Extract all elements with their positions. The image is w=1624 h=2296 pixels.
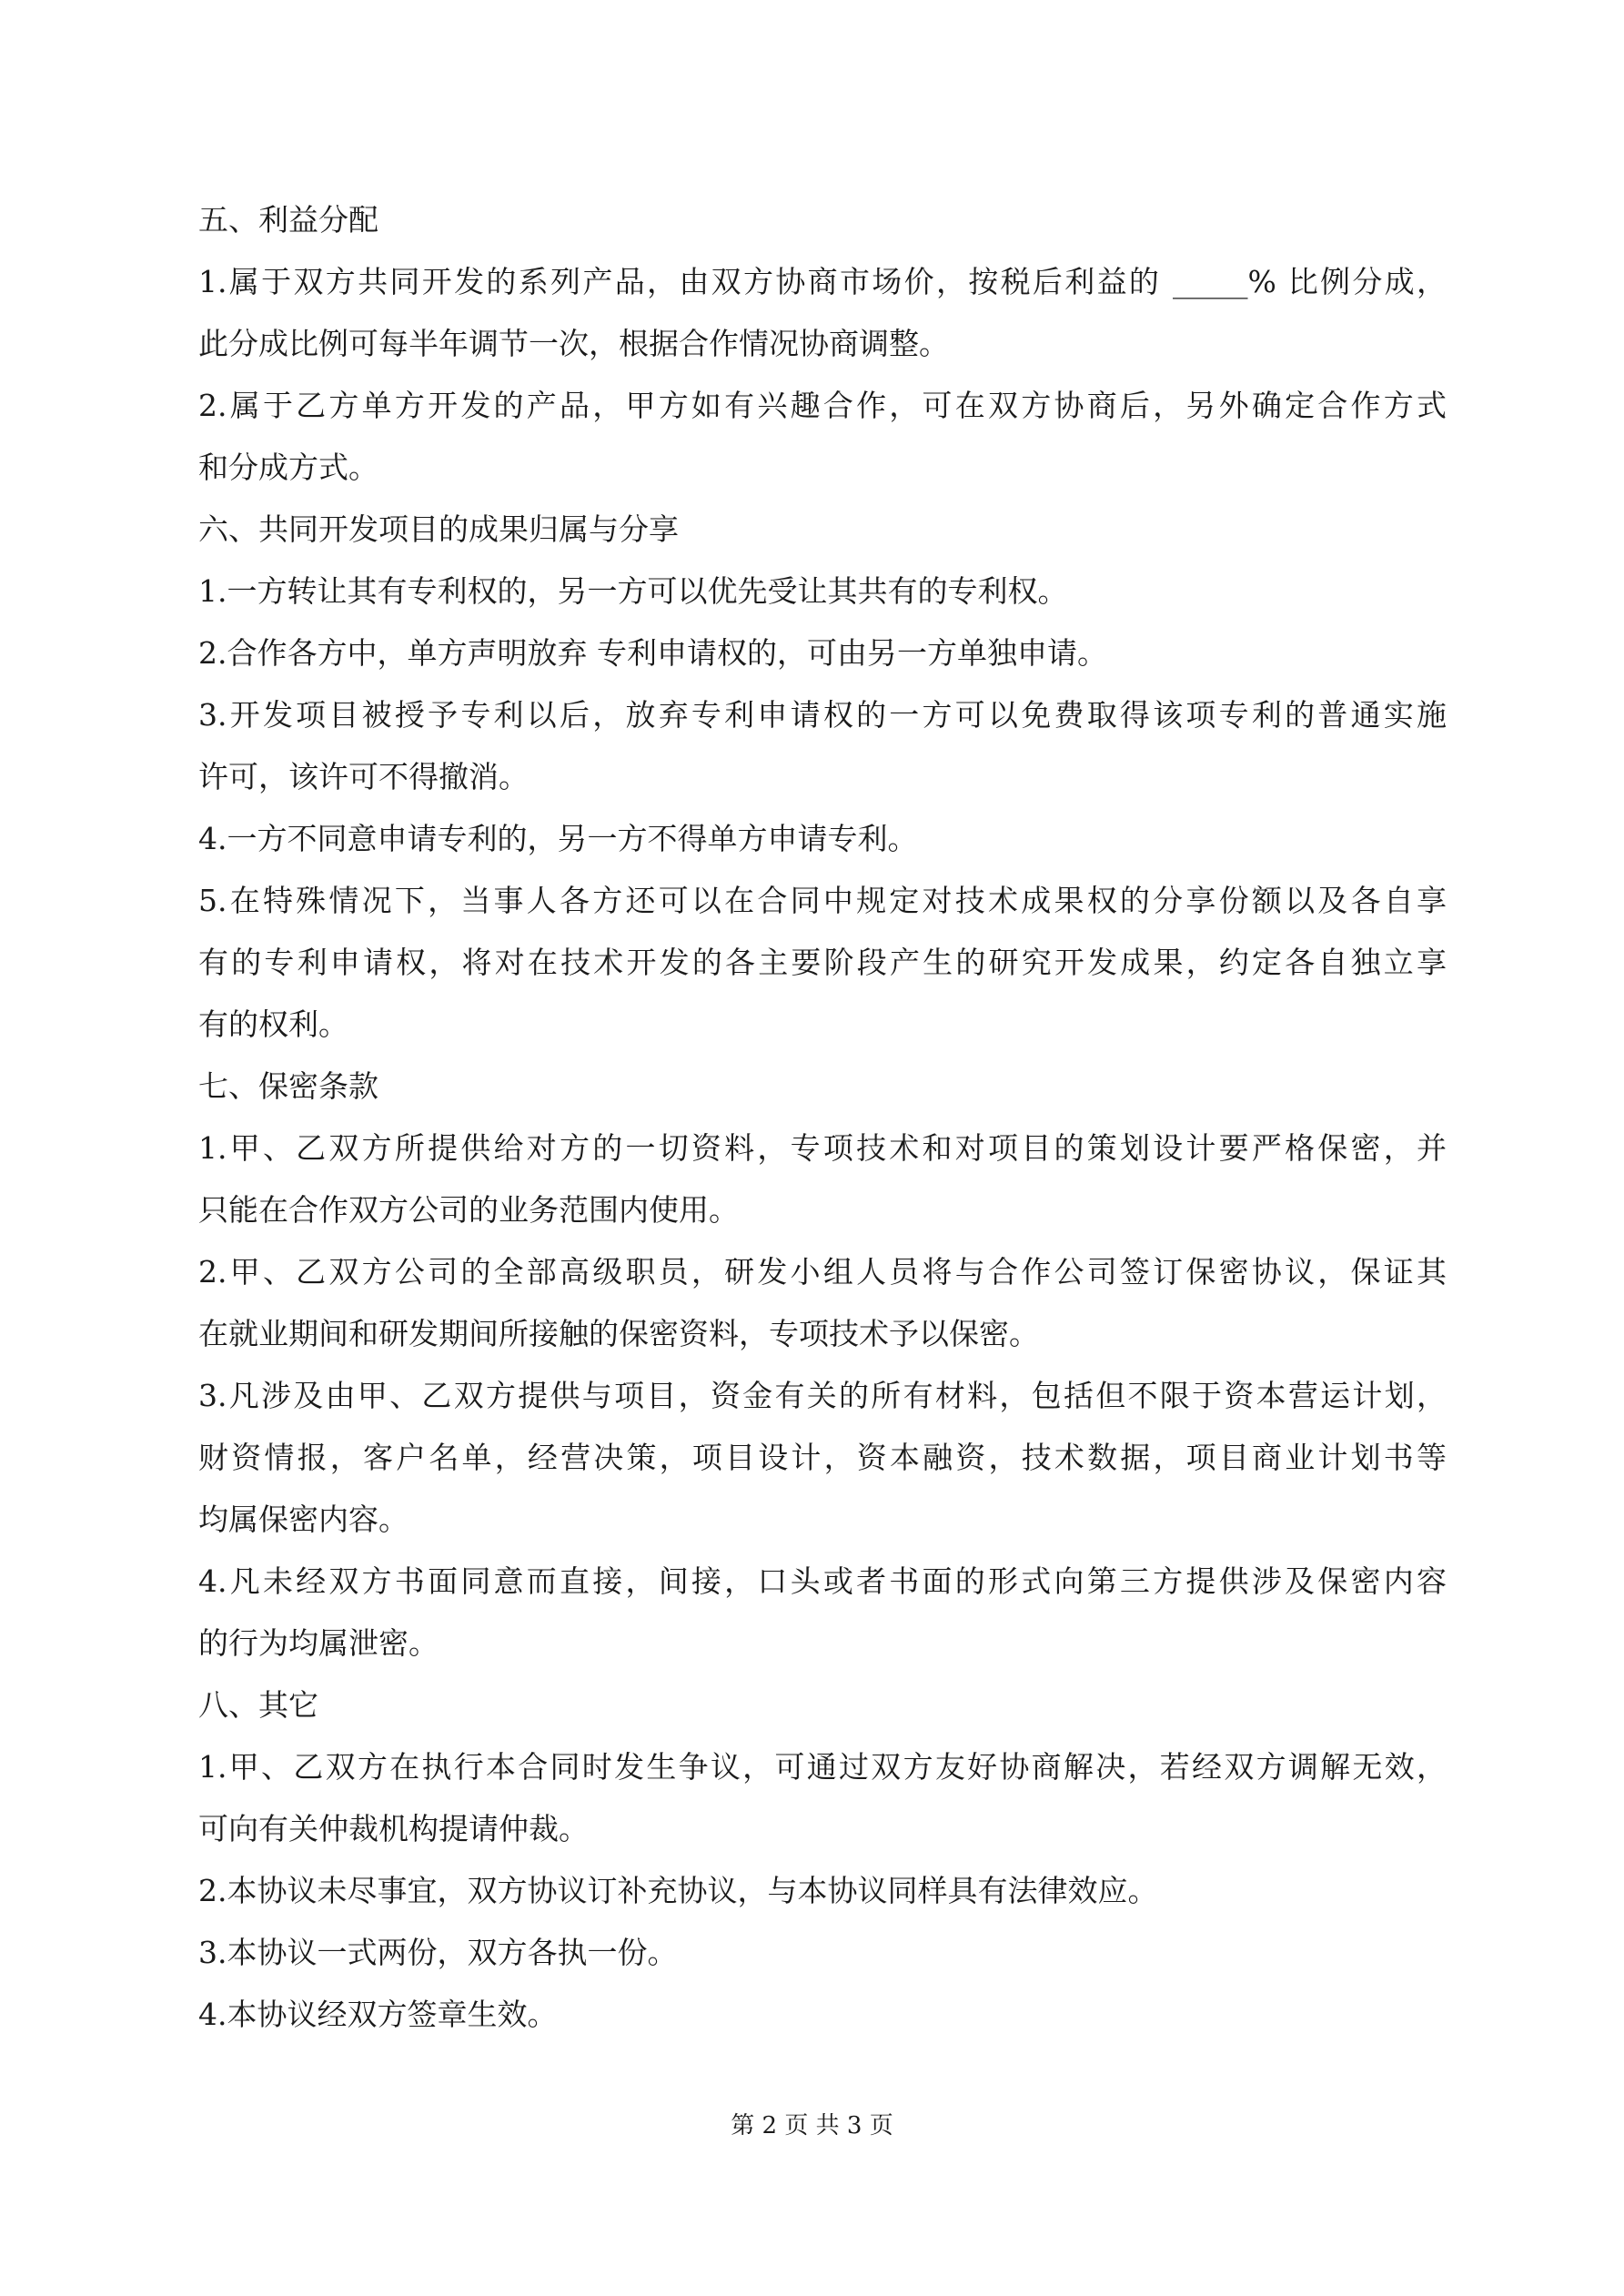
paragraph-line: 3.本协议一式两份，双方各执一份。: [198, 1935, 678, 1970]
paragraph-line: 此分成比例可每半年调节一次，根据合作情况协商调整。: [198, 326, 949, 361]
paragraph-line: 财资情报，客户名单，经营决策，项目设计，资本融资，技术数据，项目商业计划书等: [198, 1440, 1447, 1475]
paragraph-line: 只能在合作双方公司的业务范围内使用。: [198, 1192, 739, 1228]
paragraph-line: 1.属于双方共同开发的系列产品，由双方协商市场价，按税后利益的 _____% 比例分成，: [198, 264, 1447, 299]
paragraph-line: 1.甲、乙双方在执行本合同时发生争议，可通过双方友好协商解决，若经双方调解无效，: [198, 1749, 1447, 1785]
paragraph-line: 的行为均属泄密。: [198, 1625, 439, 1661]
paragraph-line: 4.一方不同意申请专利的，另一方不得单方申请专利。: [198, 821, 918, 856]
paragraph-line: 2.甲、乙双方公司的全部高级职员，研发小组人员将与合作公司签订保密协议，保证其: [198, 1254, 1447, 1290]
paragraph-line: 2.属于乙方单方开发的产品，甲方如有兴趣合作，可在双方协商后，另外确定合作方式: [198, 388, 1447, 423]
paragraph-line: 3.凡涉及由甲、乙双方提供与项目，资金有关的所有材料，包括但不限于资本营运计划，: [198, 1378, 1447, 1413]
section-heading: 五、利益分配: [198, 202, 378, 238]
paragraph-line: 有的专利申请权，将对在技术开发的各主要阶段产生的研究开发成果，约定各自独立享: [198, 945, 1447, 980]
paragraph-line: 1.一方转让其有专利权的，另一方可以优先受让其共有的专利权。: [198, 573, 1068, 609]
paragraph-line: 可向有关仲裁机构提请仲裁。: [198, 1811, 589, 1846]
paragraph-line: 有的权利。: [198, 1006, 348, 1042]
section-heading: 六、共同开发项目的成果归属与分享: [198, 511, 679, 547]
paragraph-line: 4.凡未经双方书面同意而直接，间接，口头或者书面的形式向第三方提供涉及保密内容: [198, 1563, 1447, 1599]
paragraph-line: 2.合作各方中，单方声明放弃 专利申请权的，可由另一方单独申请。: [198, 635, 1107, 671]
paragraph-line: 4.本协议经双方签章生效。: [198, 1997, 558, 2032]
paragraph-line: 在就业期间和研发期间所接触的保密资料，专项技术予以保密。: [198, 1316, 1039, 1351]
section-heading: 八、其它: [198, 1687, 318, 1723]
paragraph-line: 5.在特殊情况下，当事人各方还可以在合同中规定对技术成果权的分享份额以及各自享: [198, 883, 1447, 918]
paragraph-line: 均属保密内容。: [198, 1502, 409, 1537]
paragraph-line: 许可，该许可不得撤消。: [198, 759, 529, 794]
paragraph-line: 1.甲、乙双方所提供给对方的一切资料，专项技术和对项目的策划设计要严格保密，并: [198, 1130, 1447, 1166]
page-footer: 第 2 页 共 3 页: [731, 2112, 893, 2139]
paragraph-line: 3.开发项目被授予专利以后，放弃专利申请权的一方可以免费取得该项专利的普通实施: [198, 697, 1447, 733]
paragraph-line: 和分成方式。: [198, 450, 378, 485]
document-body: [198, 198, 1447, 2055]
section-heading: 七、保密条款: [198, 1068, 378, 1104]
paragraph-line: 2.本协议未尽事宜，双方协议订补充协议，与本协议同样具有法律效应。: [198, 1873, 1158, 1908]
